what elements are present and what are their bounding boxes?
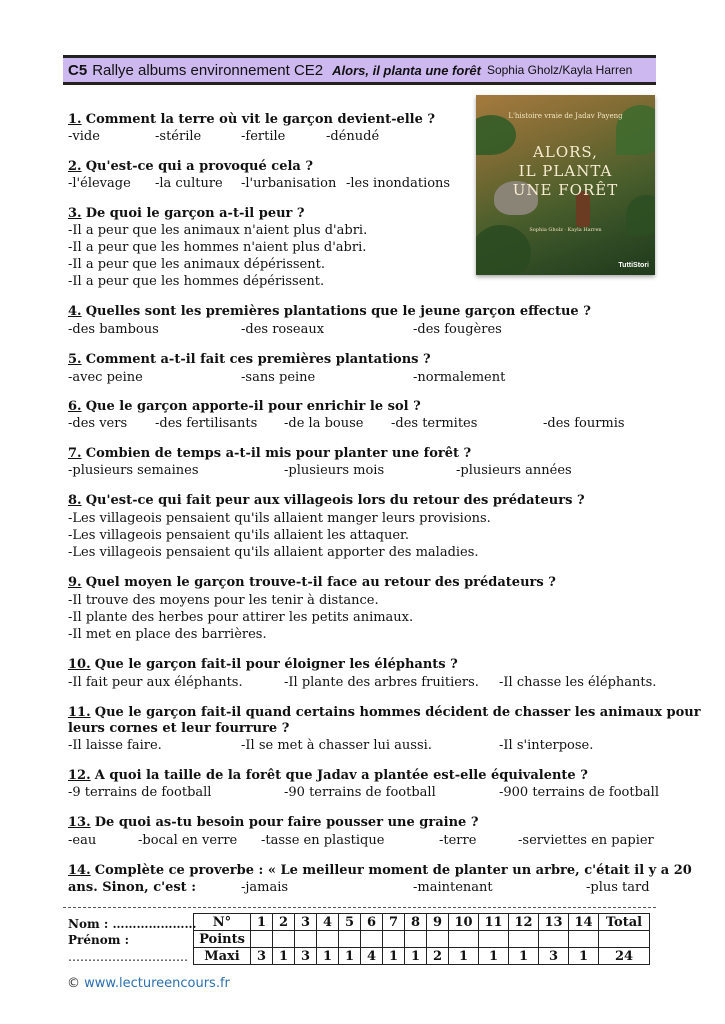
q13-option: -tasse en plastique <box>261 833 385 848</box>
q1-option: -fertile <box>241 129 286 144</box>
header-book-title: Alors, il planta une forêt <box>332 62 481 78</box>
question-9: 9. Quel moyen le garçon trouve-t-il face au retour des prédateurs ? <box>68 575 556 590</box>
header-title: Rallye albums environnement CE2 <box>92 61 324 79</box>
q14-option: -plus tard <box>586 880 650 895</box>
firstname-field[interactable]: Prénom : <box>68 933 130 947</box>
firstname-dots: ………………………… <box>68 950 188 964</box>
q13-option: -serviettes en papier <box>518 833 654 848</box>
question-6: 6. Que le garçon apporte-il pour enrichir le sol ? <box>68 399 421 414</box>
question-12: 12. A quoi la taille de la forêt que Jadav a plantée est-elle équivalente ? <box>68 768 588 783</box>
q7-option: -plusieurs mois <box>284 463 385 478</box>
question-1: 1. Comment la terre où vit le garçon devient-elle ? <box>68 112 436 127</box>
q2-option: -l'urbanisation <box>241 176 337 191</box>
q13-option: -terre <box>439 833 477 848</box>
q4-option: -des fougères <box>413 322 502 337</box>
q2-option: -l'élevage <box>68 176 131 191</box>
copyright-icon: © <box>67 976 80 991</box>
q6-option: -des vers <box>68 416 128 431</box>
q12-option: -90 terrains de football <box>284 785 436 800</box>
q6-option: -des termites <box>391 416 478 431</box>
q1-option: -vide <box>68 129 100 144</box>
score-header-row: N° 1 2 3 4 5 6 7 8 9 10 11 12 13 14 Total <box>194 914 650 931</box>
header-band <box>63 55 656 85</box>
q12-option: -900 terrains de football <box>499 785 659 800</box>
divider <box>63 907 656 908</box>
publisher-logo: TuttiStori <box>618 262 649 269</box>
q3-option: -Il a peur que les animaux n'aient plus d'abri. <box>68 223 368 238</box>
q6-option: -des fourmis <box>543 416 625 431</box>
q8-option: -Les villageois pensaient qu'ils allaient apporter des maladies. <box>68 545 479 560</box>
website-link[interactable]: www.lectureencours.fr <box>84 976 230 991</box>
question-3: 3. De quoi le garçon a-t-il peur ? <box>68 206 305 221</box>
q1-option: -dénudé <box>326 129 380 144</box>
q13-option: -eau <box>68 833 97 848</box>
score-table <box>193 913 650 965</box>
q7-option: -plusieurs années <box>456 463 572 478</box>
q7-option: -plusieurs semaines <box>68 463 199 478</box>
q13-option: -bocal en verre <box>138 833 238 848</box>
q6-option: -des fertilisants <box>155 416 258 431</box>
question-14: 14. Complète ce proverbe : « Le meilleur moment de planter un arbre, c'était il y a 20 <box>68 863 692 878</box>
q11-option: -Il s'interpose. <box>499 738 594 753</box>
q3-option: -Il a peur que les hommes dépérissent. <box>68 274 325 289</box>
q3-option: -Il a peur que les hommes n'aient plus d'abri. <box>68 240 367 255</box>
question-4: 4. Quelles sont les premières plantations que le jeune garçon effectue ? <box>68 304 591 319</box>
score-maxi-row: Maxi 3 1 3 1 1 4 1 1 2 1 1 1 3 1 24 <box>194 948 650 965</box>
q8-option: -Les villageois pensaient qu'ils allaient manger leurs provisions. <box>68 511 491 526</box>
question-5: 5. Comment a-t-il fait ces premières plantations ? <box>68 352 431 367</box>
question-10: 10. Que le garçon fait-il pour éloigner les éléphants ? <box>68 657 458 672</box>
question-8: 8. Qu'est-ce qui fait peur aux villageois lors du retour des prédateurs ? <box>68 493 585 508</box>
cover-subtitle: L'histoire vraie de Jadav Payeng <box>508 112 623 120</box>
q10-option: -Il chasse les éléphants. <box>499 675 657 690</box>
q8-option: -Les villageois pensaient qu'ils allaient les attaquer. <box>68 528 409 543</box>
q14-option: -jamais <box>241 880 289 895</box>
points-cell[interactable] <box>251 931 273 948</box>
question-13: 13. De quoi as-tu besoin pour faire pousser une graine ? <box>68 815 479 830</box>
q14-option: -maintenant <box>413 880 493 895</box>
q4-option: -des roseaux <box>241 322 325 337</box>
q5-option: -sans peine <box>241 370 316 385</box>
q9-option: -Il trouve des moyens pour les tenir à distance. <box>68 593 379 608</box>
score-points-row: Points <box>194 931 650 948</box>
q11-option: -Il se met à chasser lui aussi. <box>241 738 432 753</box>
q3-option: -Il a peur que les animaux dépérissent. <box>68 257 325 272</box>
question-2: 2. Qu'est-ce qui a provoqué cela ? <box>68 159 313 174</box>
q10-option: -Il fait peur aux éléphants. <box>68 675 243 690</box>
footer <box>67 976 230 991</box>
cover-title: ALORS, IL PLANTA UNE FORÊT <box>512 143 619 199</box>
q2-option: -la culture <box>155 176 223 191</box>
q9-option: -Il plante des herbes pour attirer les petits animaux. <box>68 610 414 625</box>
question-11: 11. Que le garçon fait-il quand certains hommes décident de chasser les animaux pour <box>68 705 701 720</box>
q6-option: -de la bouse <box>284 416 364 431</box>
question-11-continued: leurs cornes et leur fourrure ? <box>68 721 290 736</box>
q10-option: -Il plante des arbres fruitiers. <box>284 675 479 690</box>
q9-option: -Il met en place des barrières. <box>68 627 267 642</box>
header-code: C5 <box>68 61 88 79</box>
question-14-continued: ans. Sinon, c'est : <box>68 880 197 895</box>
q11-option: -Il laisse faire. <box>68 738 162 753</box>
cover-credit: Sophia Gholz · Kayla Harren <box>529 227 602 233</box>
q5-option: -avec peine <box>68 370 143 385</box>
name-field[interactable]: Nom : ………………… <box>68 917 197 931</box>
question-7: 7. Combien de temps a-t-il mis pour planter une forêt ? <box>68 446 472 461</box>
q5-option: -normalement <box>413 370 506 385</box>
header-authors: Sophia Gholz/Kayla Harren <box>486 63 633 77</box>
q4-option: -des bambous <box>68 322 159 337</box>
q2-option: -les inondations <box>346 176 451 191</box>
q12-option: -9 terrains de football <box>68 785 212 800</box>
q1-option: -stérile <box>155 129 202 144</box>
book-cover-image <box>476 95 655 275</box>
